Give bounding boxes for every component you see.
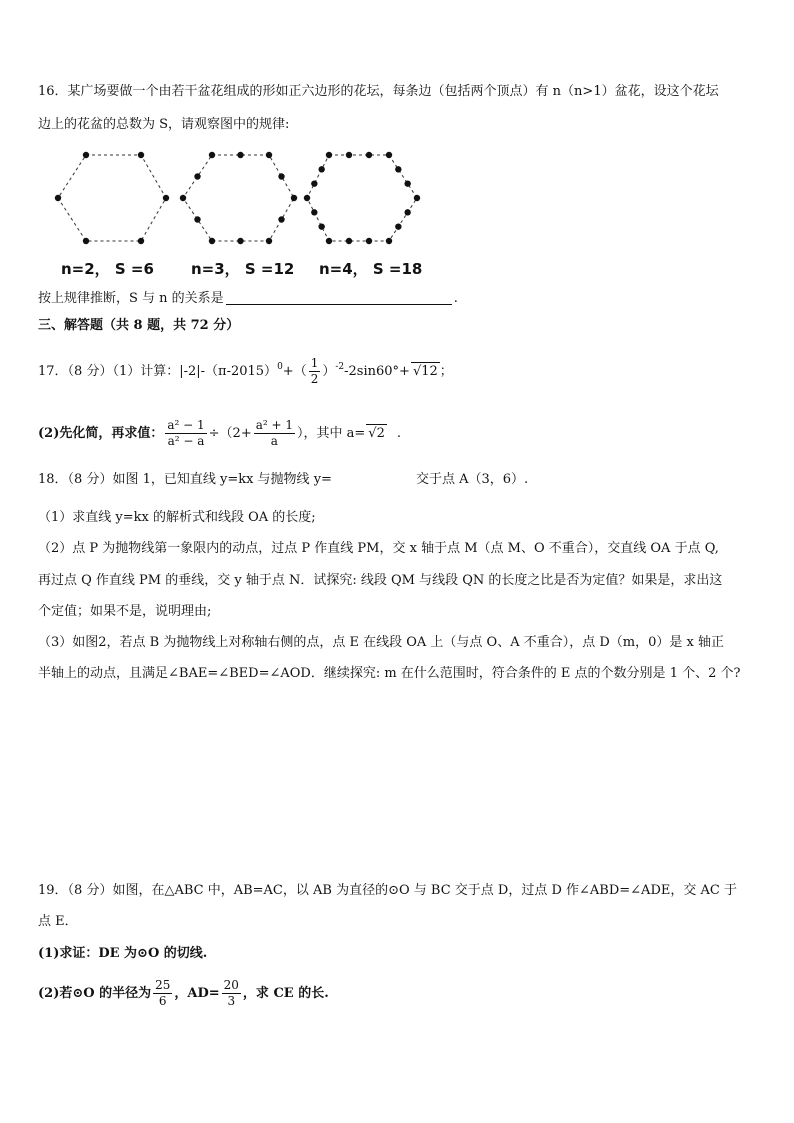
flower-pot-dot [266,238,272,244]
flower-pot-dot [194,216,200,222]
flower-pot-dot [291,195,297,201]
q17-close: ） [322,364,336,379]
q19-l4-end: ，求 CE 的长. [242,986,329,1001]
q19-line-1: 19．（8 分）如图，在△ABC 中，AB=AC，以 AB 为直径的⊙O 与 BC 交于点 D，过点 D 作∠ABD=∠ADE，交 AC 于 [38,883,737,898]
sqrt-12: √12 [412,364,438,379]
q17-rest: -2sin60°+ [344,364,410,379]
flower-pot-dot [395,166,401,172]
q19-line-3: (1)求证：DE 为⊙O 的切线. [38,946,208,961]
flower-pot-dot [404,209,410,215]
hexagon-label-n2: n=2， S =6 [61,260,154,278]
sqrt-2-value: 2 [376,426,385,441]
exponent-zero: 0 [277,362,283,372]
frac-num: 20 [223,978,239,992]
flower-pot-dot [404,180,410,186]
flower-pot-dot [55,195,61,201]
exponent-neg2: -2 [335,362,345,372]
q17-p2-text: (2)先化简，再求值： [38,426,164,441]
frac-num: a² + 1 [255,418,294,432]
flower-pot-dot [386,238,392,244]
hexagon-n2 [58,155,166,241]
flower-pot-dot [180,195,186,201]
flower-pot-dot [318,223,324,229]
flower-pot-dot [346,152,352,158]
frac-num: 25 [155,978,171,992]
flower-pot-dot [395,223,401,229]
flower-pot-dot [366,238,372,244]
flower-pot-dot [386,152,392,158]
frac-den: 6 [158,994,167,1008]
flower-pot-dot [346,238,352,244]
q17-plus: +（ [282,364,307,379]
flower-pot-dot [194,173,200,179]
flower-pot-dot [138,238,144,244]
q18-l1b: 交于点 A（3，6）. [415,472,529,487]
q19-l4-mid: ，AD= [174,986,220,1001]
flower-pot-dot [209,238,215,244]
flower-pot-dot [311,180,317,186]
flower-pot-dot [209,152,215,158]
q16-line-2: 边上的花盆的总数为 S，请观察图中的规律: [38,117,290,132]
frac-den: 2 [310,372,319,386]
q16-prompt: 按上规律推断，S 与 n 的关系是 [38,291,224,306]
q18-line-1 [38,471,528,489]
fraction-ad [222,978,241,1009]
q18-line-6: （3）如图2，若点 B 为抛物线上对称轴右侧的点，点 E 在线段 OA 上（与点 O、A 不重合），点 D（m，0）是 x 轴正 [38,635,724,650]
q17-p1-text: 17．（8 分）（1）计算：|-2|-（π-2015） [38,364,278,379]
q19-l4-prefix: (2)若⊙O 的半径为 [38,986,152,1001]
hexagon-label-n4: n=4， S =18 [319,260,423,278]
flower-pot-dot [83,152,89,158]
q17-p2-end: . [396,426,402,441]
flower-pot-dot [366,152,372,158]
sqrt-2: √2 [368,426,385,441]
flower-pot-dot [266,152,272,158]
q18-line-5: 个定值；如果不是，说明理由; [38,604,212,619]
frac-den: 3 [227,994,236,1008]
frac-num: 1 [310,356,319,370]
flower-pot-dot [163,195,169,201]
q18-line-4: 再过点 Q 作直线 PM 的垂线，交 y 轴于点 N．试探究: 线段 QM 与线段 QN 的长度之比是否为定值？如果是，求出这 [38,573,723,588]
q18-line-3: （2）点 P 为抛物线第一象限内的动点，过点 P 作直线 PM，交 x 轴于点 M（点 M、O 不重合），交直线 OA 于点 Q, [38,541,719,556]
q18-line-2: （1）求直线 y=kx 的解析式和线段 OA 的长度; [38,510,316,525]
q16-line-1: 16．某广场要做一个由若干盆花组成的形如正六边形的花坛，每条边（包括两个顶点）有 n（n>1）盆花，设这个花坛 [38,84,719,99]
flower-pot-dot [138,152,144,158]
sqrt-12-value: 12 [421,364,438,379]
q17-p2-after: ），其中 a= [297,426,366,441]
q17-part1 [38,356,453,387]
flower-pot-dot [83,238,89,244]
q17-p2-mid: ÷（2+ [208,426,252,441]
flower-pot-dot [278,173,284,179]
q16-period: . [453,291,458,306]
flower-pot-dot [326,238,332,244]
flower-pot-dot [237,152,243,158]
fraction-expr-2 [254,418,295,449]
section-heading: 三、解答题（共 8 题，共 72 分） [38,318,240,333]
flower-pot-dot [237,238,243,244]
flower-pot-dot [304,195,310,201]
q17-part2 [38,418,401,449]
q19-line-2: 点 E． [38,914,78,929]
fraction-radius [153,978,172,1009]
frac-den: a² − a [167,434,205,448]
fraction-one-half [309,356,321,387]
flower-pot-dot [326,152,332,158]
fraction-expr-1 [165,418,206,449]
frac-den: a [270,434,278,448]
frac-num: a² − 1 [167,418,205,432]
flower-pot-dot [414,195,420,201]
q19-line-4 [38,978,329,1009]
flower-pot-dot [278,216,284,222]
q18-l1a: 18．（8 分）如图 1，已知直线 y=kx 与抛物线 y= [38,472,332,487]
hexagon-n3 [183,155,294,241]
flower-pot-dot [318,166,324,172]
hexagon-label-n3: n=3， S =12 [191,260,295,278]
answer-blank[interactable] [226,290,452,305]
flower-pot-dot [311,209,317,215]
q16-line-3 [38,290,458,308]
q18-line-7: 半轴上的动点，且满足∠BAE=∠BED=∠AOD．继续探究: m 在什么范围时，符合条件的 E 点的个数分别是 1 个、2 个? [38,666,741,681]
q17-end: ； [439,364,453,379]
